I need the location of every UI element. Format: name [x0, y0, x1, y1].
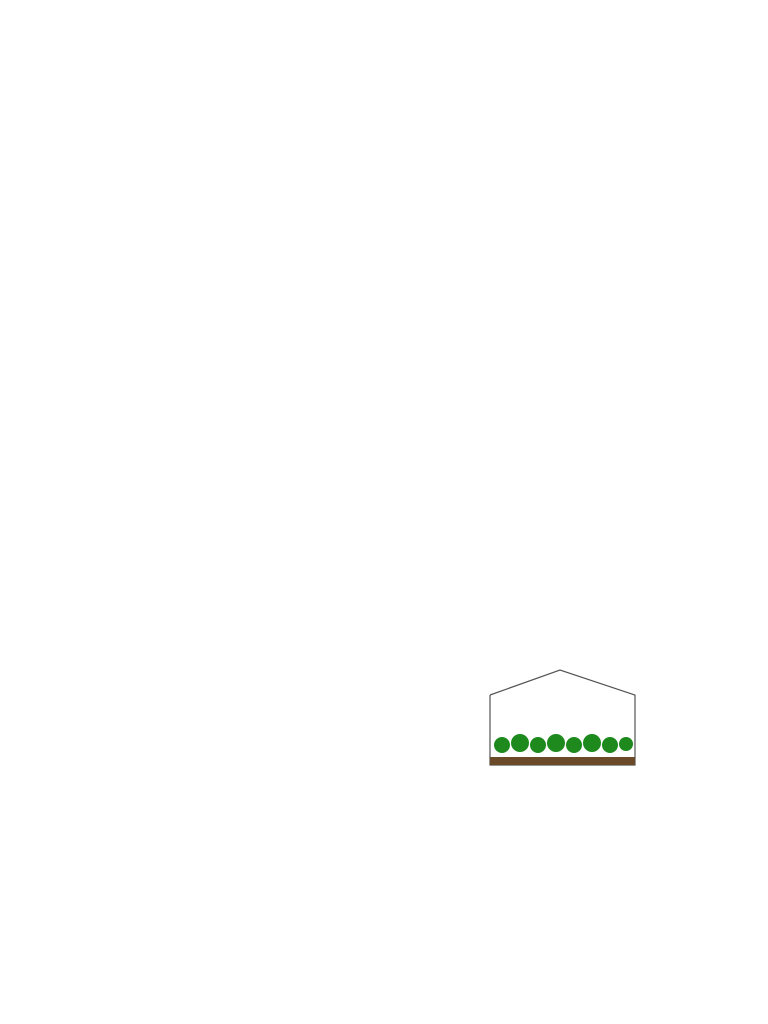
greenhouse-diagram — [410, 615, 764, 830]
plants — [494, 734, 633, 753]
section-heading — [47, 625, 373, 637]
side-margin-citation — [8, 320, 22, 980]
soil — [490, 757, 635, 765]
figure-1 — [410, 615, 764, 830]
